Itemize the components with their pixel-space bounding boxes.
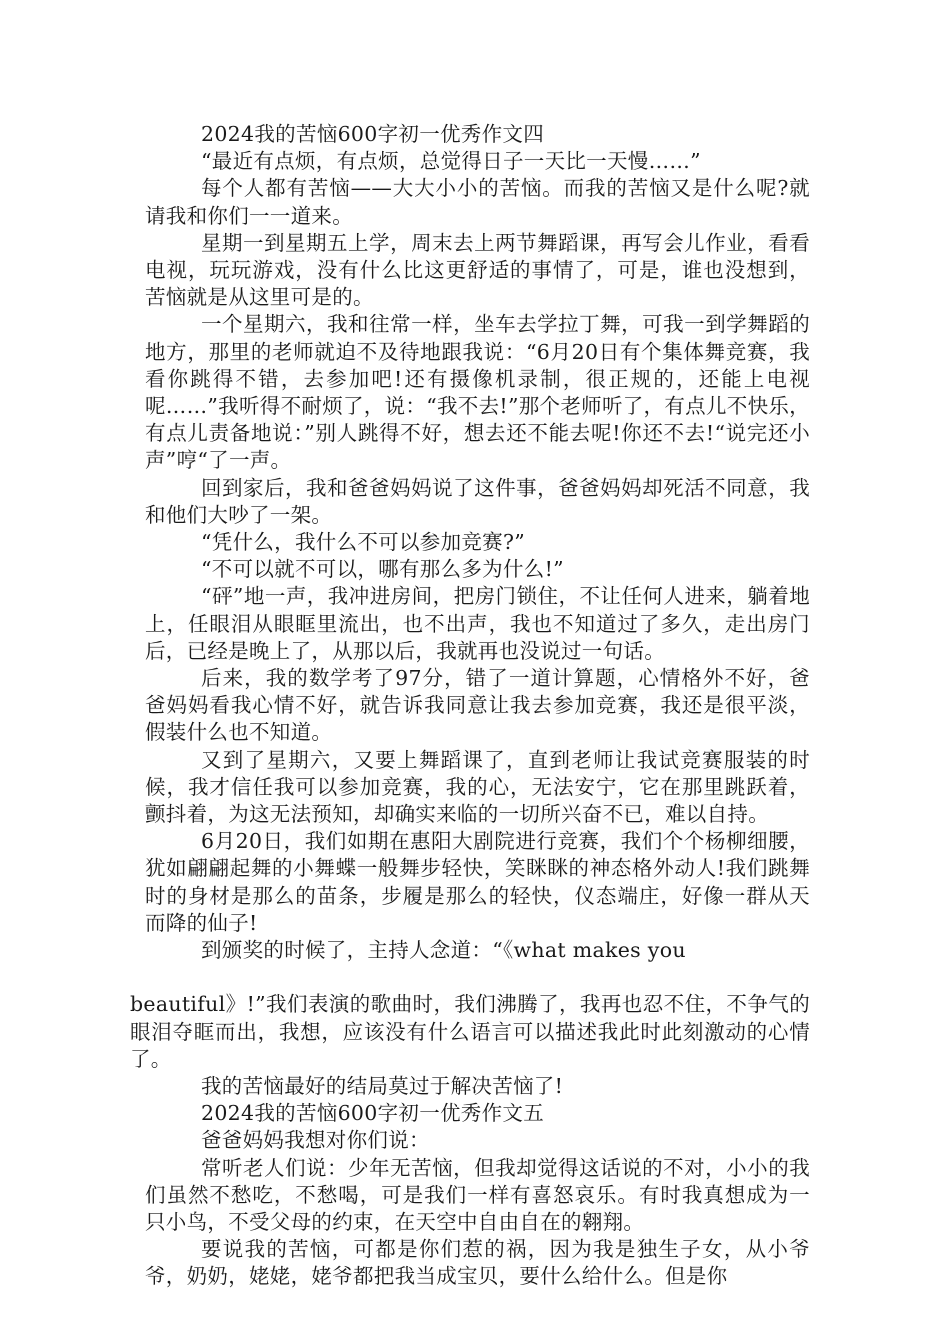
paragraph: “凭什么，我什么不可以参加竞赛?” — [201, 530, 526, 555]
paragraph: 到颁奖的时候了，主持人念道：“《what makes you — [201, 938, 686, 963]
document-body — [130, 121, 810, 1291]
paragraph: “最近有点烦，有点烦，总觉得日子一天比一天慢……” — [201, 149, 701, 174]
paragraph: 星期一到星期五上学，周末去上两节舞蹈课，再写会儿作业，看看电视，玩玩游戏，没有什么比这更舒适的事情了，可是，谁也没想到，苦恼就是从这里可是的。 — [145, 230, 810, 310]
paragraph: 要说我的苦恼，可都是你们惹的祸，因为我是独生子女，从小爷爷，奶奶，姥姥，姥爷都把我当成宝贝，要什么给什么。但是你 — [145, 1237, 810, 1289]
paragraph: 每个人都有苦恼——大大小小的苦恼。而我的苦恼又是什么呢?就请我和你们一一道来。 — [145, 176, 810, 228]
paragraph: 6月20日，我们如期在惠阳大剧院进行竞赛，我们个个杨柳细腰，犹如翩翩起舞的小舞蝶一般舞步轻快，笑眯眯的神态格外动人!我们跳舞时的身材是那么的苗条，步履是那么的轻快，仪态端庄，好像一群从天而降的仙子! — [145, 829, 810, 935]
paragraph: 我的苦恼最好的结局莫过于解决苦恼了! — [201, 1073, 564, 1098]
essay-title: 2024我的苦恼600字初一优秀作文五 — [201, 1101, 544, 1126]
paragraph: 爸爸妈妈我想对你们说： — [201, 1128, 430, 1153]
paragraph: 常听老人们说：少年无苦恼，但我却觉得这话说的不对，小小的我们虽然不愁吃，不愁喝，可是我们一样有喜怒哀乐。有时我真想成为一只小鸟，不受父母的约束，在天空中自由自在的翱翔。 — [145, 1155, 810, 1234]
paragraph: 后来，我的数学考了97分，错了一道计算题，心情格外不好，爸爸妈妈看我心情不好，就告诉我同意让我去参加竞赛，我还是很平淡，假装什么也不知道。 — [145, 666, 810, 745]
paragraph: “不可以就不可以，哪有那么多为什么!” — [201, 557, 564, 582]
paragraph: 又到了星期六，又要上舞蹈课了，直到老师让我试竞赛服装的时候，我才信任我可以参加竞赛，我的心，无法安宁，它在那里跳跃着，颤抖着，为这无法预知，却确实来临的一切所兴奋不已，难以自持。 — [145, 747, 810, 827]
paragraph: beautiful》!”我们表演的歌曲时，我们沸腾了，我再也忍不住，不争气的眼泪夺眶而出，我想，应该没有什么语言可以描述我此时此刻激动的心情了。 — [130, 992, 810, 1071]
paragraph: 回到家后，我和爸爸妈妈说了这件事，爸爸妈妈却死活不同意，我和他们大吵了一架。 — [145, 475, 810, 527]
essay-title: 2024我的苦恼600字初一优秀作文四 — [201, 122, 544, 146]
paragraph: “砰”地一声，我冲进房间，把房门锁住，不让任何人进来，躺着地上，任眼泪从眼眶里流出，也不出声，我也不知道过了多久，走出房门后，已经是晚上了，从那以后，我就再也没说过一句话。 — [145, 584, 810, 663]
paragraph: 一个星期六，我和往常一样，坐车去学拉丁舞，可我一到学舞蹈的地方，那里的老师就迫不及待地跟我说：“6月20日有个集体舞竞赛，我看你跳得不错，去参加吧!还有摄像机录制，很正规的，还能上电视呢……”我听得不耐烦了，说：“我不去!”那个老师听了，有点儿不快乐，有点儿责备地说：”别人跳得不好，想去还不能去呢!你还不去!“说完还小声”哼“了一声。 — [145, 312, 810, 473]
